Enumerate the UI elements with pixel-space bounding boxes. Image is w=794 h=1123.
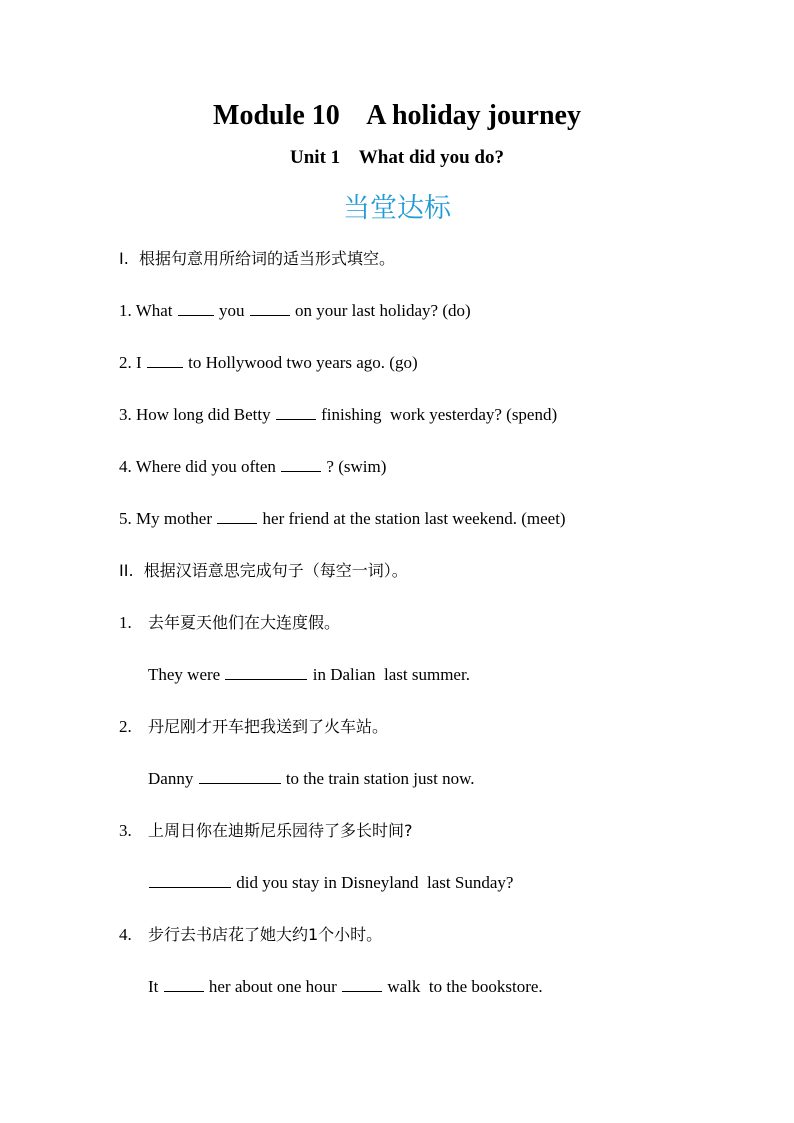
- part2-question-2-chinese: 2. 丹尼刚才开车把我送到了火车站。: [119, 717, 389, 736]
- part1-question-5: 5. My mother her friend at the station last weekend. (meet): [119, 509, 566, 528]
- answer-blank[interactable]: [149, 871, 231, 888]
- unit-subtitle: Unit 1 What did you do?: [290, 147, 504, 168]
- answer-blank[interactable]: [250, 299, 290, 316]
- section-heading: 当堂达标: [343, 193, 451, 224]
- answer-blank[interactable]: [276, 403, 316, 420]
- part2-question-1-chinese: 1. 去年夏天他们在大连度假。: [119, 613, 341, 632]
- answer-blank[interactable]: [199, 767, 281, 784]
- part2-instruction: II. 根据汉语意思完成句子（每空一词）。: [119, 561, 408, 580]
- part2-question-3-english: did you stay in Disneyland last Sunday?: [148, 871, 513, 894]
- part1-question-4: 4. Where did you often ? (swim): [119, 457, 387, 476]
- part1-question-3: 3. How long did Betty finishing work yesterday? (spend): [119, 405, 558, 424]
- answer-blank[interactable]: [217, 507, 257, 524]
- part2-question-1-english: They were in Dalian last summer.: [148, 665, 470, 684]
- part2-question-4-chinese: 4. 步行去书店花了她大约1个小时。: [119, 925, 383, 944]
- part2-question-2-english: Danny to the train station just now.: [148, 769, 475, 788]
- module-title: Module 10 A holiday journey: [213, 100, 581, 131]
- answer-blank[interactable]: [225, 663, 307, 680]
- answer-blank[interactable]: [147, 351, 183, 368]
- answer-blank[interactable]: [281, 455, 321, 472]
- part1-instruction: I. 根据句意用所给词的适当形式填空。: [119, 249, 395, 268]
- answer-blank[interactable]: [164, 975, 204, 992]
- answer-blank[interactable]: [342, 975, 382, 992]
- answer-blank[interactable]: [178, 299, 214, 316]
- part2-question-3-chinese: 3. 上周日你在迪斯尼乐园待了多长时间?: [119, 821, 413, 840]
- part1-question-2: 2. I to Hollywood two years ago. (go): [119, 353, 418, 372]
- part2-question-4-english: It her about one hour walk to the bookstore.: [148, 977, 543, 996]
- part1-question-1: 1. What you on your last holiday? (do): [119, 301, 471, 320]
